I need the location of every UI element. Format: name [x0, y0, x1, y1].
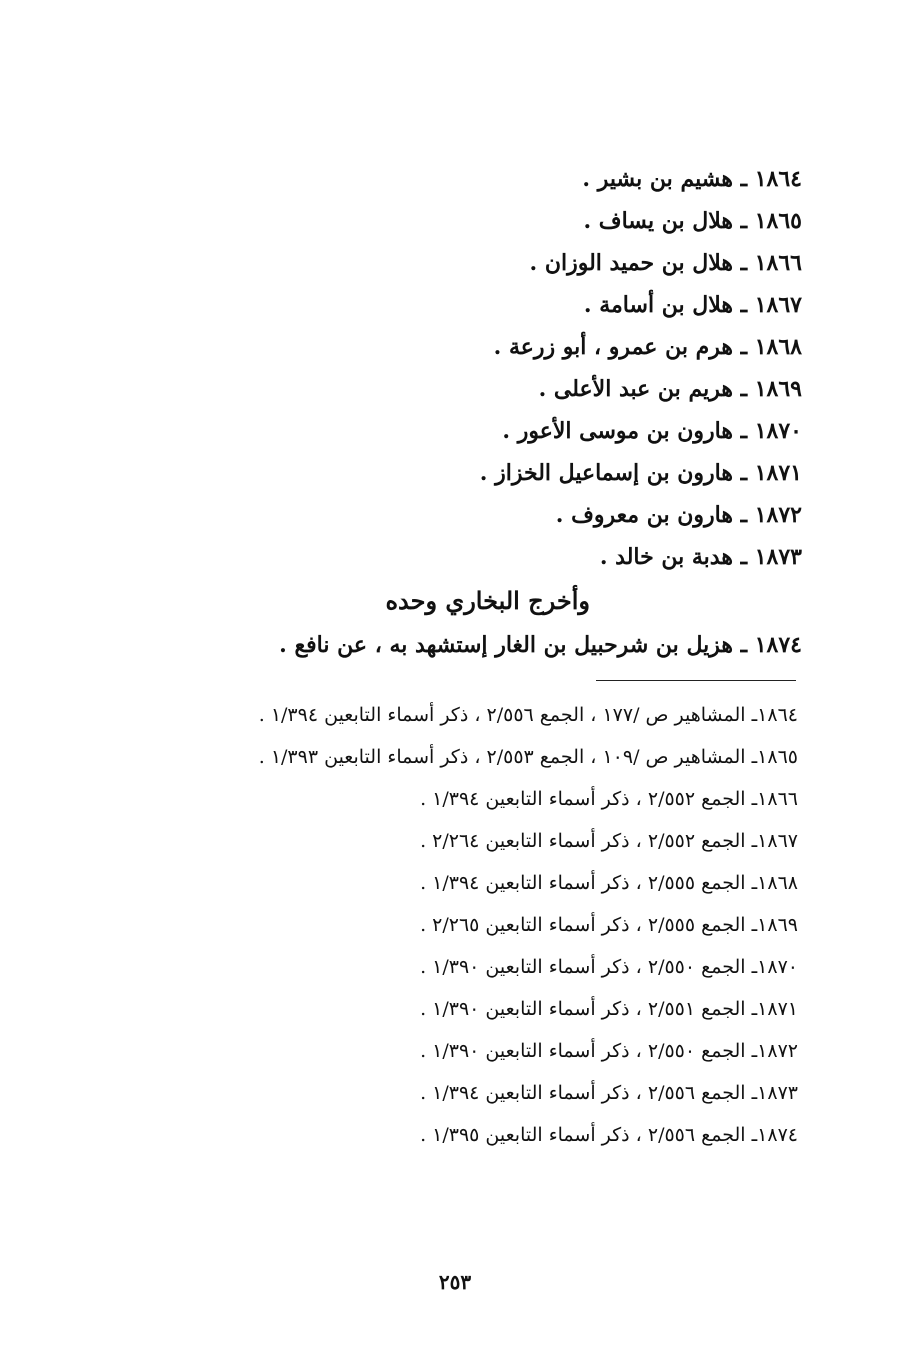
footnote-text: الجمع ٢/٥٥١ ، ذكر أسماء التابعين ١/٣٩٠ . — [420, 998, 746, 1020]
entry-number: ١٨٦٧ — [754, 292, 802, 318]
footnote-divider — [596, 680, 796, 681]
footnote-text: المشاهير ص /١٧٧ ، الجمع ٢/٥٥٦ ، ذكر أسماء التابعين ١/٣٩٤ . — [258, 704, 746, 726]
footnote-number: ١٨٦٦ — [757, 788, 798, 810]
entry-number: ١٨٦٤ — [754, 166, 802, 192]
entry-text: هدبة بن خالد . — [599, 544, 733, 570]
footnote-text: الجمع ٢/٥٥٦ ، ذكر أسماء التابعين ١/٣٩٥ . — [420, 1124, 746, 1146]
footnote-number: ١٨٧٢ — [757, 1040, 798, 1062]
footnote-number: ١٨٦٧ — [757, 830, 798, 852]
footnote-text: الجمع ٢/٥٥٠ ، ذكر أسماء التابعين ١/٣٩٠ . — [420, 1040, 746, 1062]
footnotes — [108, 694, 798, 1156]
entry-text: هارون بن موسى الأعور . — [502, 418, 733, 444]
list-item: ١٨٦٧ ـ هلال بن أسامة . — [182, 284, 802, 326]
footnote-number: ١٨٦٩ — [757, 914, 798, 936]
entry-text: هشيم بن بشير . — [582, 166, 733, 192]
entry-text: هريم بن عبد الأعلى . — [538, 376, 733, 402]
list-item: ١٨٦٨ ـ هرم بن عمرو ، أبو زرعة . — [182, 326, 802, 368]
footnote-text: المشاهير ص /١٠٩ ، الجمع ٢/٥٥٣ ، ذكر أسماء التابعين ١/٣٩٣ . — [258, 746, 746, 768]
footnote-number: ١٨٧٤ — [757, 1124, 798, 1146]
footnote: ١٨٦٩ـ الجمع ٢/٥٥٥ ، ذكر أسماء التابعين ٢/٢٦٥ . — [420, 914, 798, 936]
entry-text: هلال بن أسامة . — [583, 292, 733, 318]
footnote-number: ١٨٧٠ — [757, 956, 798, 978]
list-item: ١٨٦٦ ـ هلال بن حميد الوزان . — [182, 242, 802, 284]
page-number: ٢٥٣ — [438, 1270, 472, 1294]
entry-text: هارون بن معروف . — [555, 502, 733, 528]
footnote-text: الجمع ٢/٥٥٦ ، ذكر أسماء التابعين ١/٣٩٤ . — [420, 1082, 746, 1104]
footnote-text: الجمع ٢/٥٥٠ ، ذكر أسماء التابعين ١/٣٩٠ . — [420, 956, 746, 978]
footnote-number: ١٨٦٨ — [757, 872, 798, 894]
footnote: ١٨٦٧ـ الجمع ٢/٥٥٢ ، ذكر أسماء التابعين ٢/٢٦٤ . — [420, 830, 798, 852]
footnote: ١٨٧٢ـ الجمع ٢/٥٥٠ ، ذكر أسماء التابعين ١/٣٩٠ . — [420, 1040, 798, 1062]
entry-number: ١٨٧٣ — [754, 544, 802, 570]
section-heading: وأخرج البخاري وحده — [385, 586, 590, 615]
footnote-text: الجمع ٢/٥٥٥ ، ذكر أسماء التابعين ٢/٢٦٥ . — [420, 914, 746, 936]
entry-number: ١٨٧٠ — [754, 418, 802, 444]
list-item: ١٨٧٣ ـ هدبة بن خالد . — [182, 536, 802, 578]
list-item: ١٨٧١ ـ هارون بن إسماعيل الخزاز . — [182, 452, 802, 494]
footnote-number: ١٨٦٤ — [757, 704, 798, 726]
footnote: ١٨٦٥ـ المشاهير ص /١٠٩ ، الجمع ٢/٥٥٣ ، ذكر أسماء التابعين ١/٣٩٣ . — [258, 746, 798, 768]
footnote: ١٨٦٨ـ الجمع ٢/٥٥٥ ، ذكر أسماء التابعين ١/٣٩٤ . — [420, 872, 798, 894]
entry-number: ١٨٦٩ — [754, 376, 802, 402]
entry-number: ١٨٦٦ — [754, 250, 802, 276]
footnote: ١٨٧٤ـ الجمع ٢/٥٥٦ ، ذكر أسماء التابعين ١/٣٩٥ . — [420, 1124, 798, 1146]
list-item: ١٨٧٢ ـ هارون بن معروف . — [182, 494, 802, 536]
footnote-text: الجمع ٢/٥٥٢ ، ذكر أسماء التابعين ٢/٢٦٤ . — [420, 830, 746, 852]
list-item: ١٨٦٩ ـ هريم بن عبد الأعلى . — [182, 368, 802, 410]
narrator-list — [182, 158, 802, 578]
entry-text: هزيل بن شرحبيل بن الغار إستشهد به ، عن نافع . — [279, 632, 733, 658]
footnote-number: ١٨٧١ — [757, 998, 798, 1020]
footnote: ١٨٧٣ـ الجمع ٢/٥٥٦ ، ذكر أسماء التابعين ١/٣٩٤ . — [420, 1082, 798, 1104]
entry-text: هلال بن يساف . — [583, 208, 733, 234]
footnote-text: الجمع ٢/٥٥٢ ، ذكر أسماء التابعين ١/٣٩٤ . — [420, 788, 746, 810]
footnote: ١٨٧٠ـ الجمع ٢/٥٥٠ ، ذكر أسماء التابعين ١/٣٩٠ . — [420, 956, 798, 978]
footnote-number: ١٨٦٥ — [757, 746, 798, 768]
list-item: ١٨٧٠ ـ هارون بن موسى الأعور . — [182, 410, 802, 452]
footnote: ١٨٦٤ـ المشاهير ص /١٧٧ ، الجمع ٢/٥٥٦ ، ذكر أسماء التابعين ١/٣٩٤ . — [258, 704, 798, 726]
entry-text: هارون بن إسماعيل الخزاز . — [479, 460, 733, 486]
entry-number: ١٨٦٨ — [754, 334, 802, 360]
entry-number: ١٨٧١ — [754, 460, 802, 486]
entry-number: ١٨٧٤ — [754, 632, 802, 658]
entry-number: ١٨٦٥ — [754, 208, 802, 234]
list-item: ١٨٦٤ ـ هشيم بن بشير . — [182, 158, 802, 200]
footnote: ١٨٧١ـ الجمع ٢/٥٥١ ، ذكر أسماء التابعين ١/٣٩٠ . — [420, 998, 798, 1020]
solo-entry: ١٨٧٤ ـ هزيل بن شرحبيل بن الغار إستشهد به ، عن نافع . — [279, 632, 802, 658]
footnote-number: ١٨٧٣ — [757, 1082, 798, 1104]
list-item: ١٨٦٥ ـ هلال بن يساف . — [182, 200, 802, 242]
footnote: ١٨٦٦ـ الجمع ٢/٥٥٢ ، ذكر أسماء التابعين ١/٣٩٤ . — [420, 788, 798, 810]
entry-number: ١٨٧٢ — [754, 502, 802, 528]
entry-text: هلال بن حميد الوزان . — [529, 250, 733, 276]
footnote-text: الجمع ٢/٥٥٥ ، ذكر أسماء التابعين ١/٣٩٤ . — [420, 872, 746, 894]
entry-text: هرم بن عمرو ، أبو زرعة . — [493, 334, 733, 360]
